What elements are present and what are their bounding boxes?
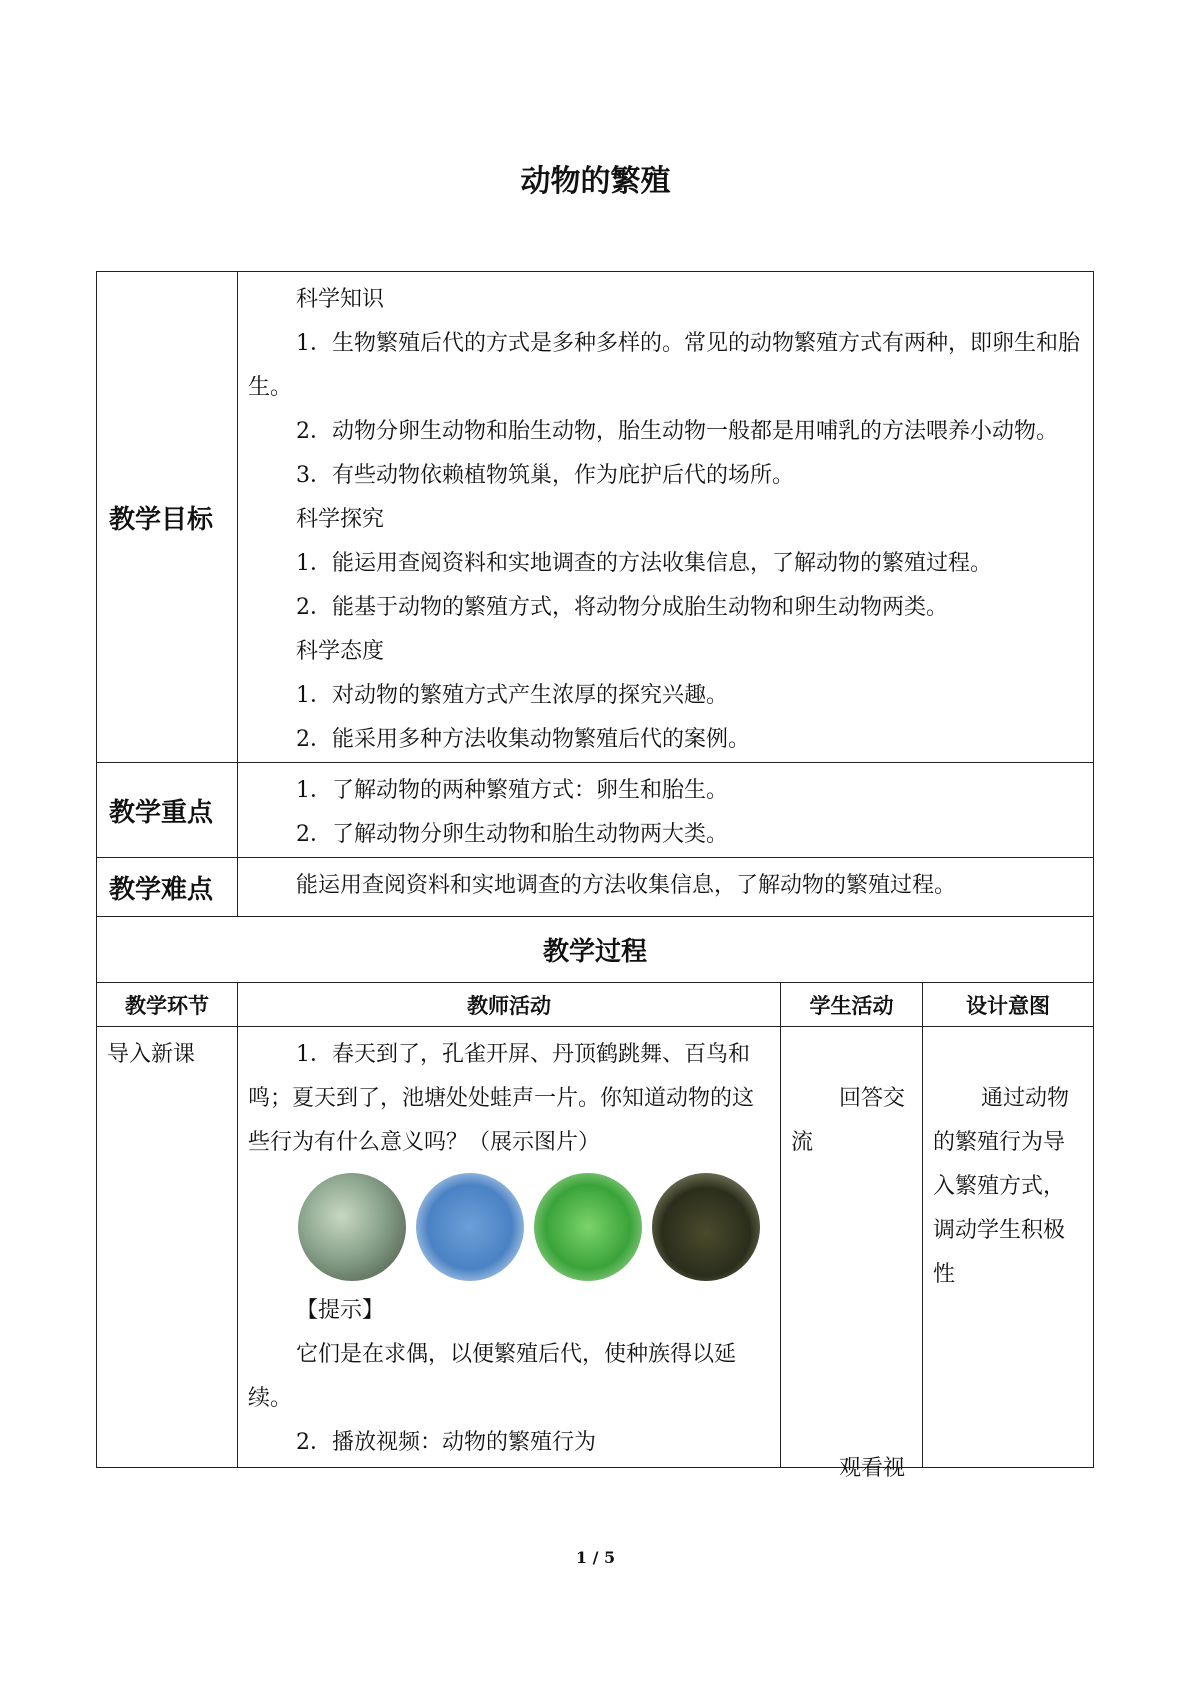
hint-text: 它们是在求偶，以便繁殖后代，使种族得以延续。 xyxy=(248,1342,737,1411)
objective-line: 1．对动物的繁殖方式产生浓厚的探究兴趣。 xyxy=(296,683,728,708)
header-stage: 教学环节 xyxy=(97,983,238,1026)
objective-line: 2．能采用多种方法收集动物繁殖后代的案例。 xyxy=(296,727,750,752)
intent-text: 通过动物的繁殖行为导入繁殖方式，调动学生积极性 xyxy=(933,1086,1070,1287)
key-points-label: 教学重点 xyxy=(97,763,238,857)
key-points-row xyxy=(97,763,1093,858)
difficulty-row xyxy=(97,858,1093,917)
teacher-cell xyxy=(238,1027,781,1467)
header-teacher: 教师活动 xyxy=(238,983,781,1026)
difficulty-label: 教学难点 xyxy=(97,858,238,916)
page-title: 动物的繁殖 xyxy=(520,164,671,199)
process-title: 教学过程 xyxy=(97,917,1093,983)
objective-line: 1．生物繁殖后代的方式是多种多样的。常见的动物繁殖方式有两种，即卵生和胎生。 xyxy=(248,331,1080,400)
lesson-plan-table xyxy=(96,271,1094,1481)
objective-line: 科学知识 xyxy=(296,287,385,312)
objectives-row xyxy=(97,272,1093,763)
student-cell xyxy=(781,1027,923,1481)
objective-line: 1．能运用查阅资料和实地调查的方法收集信息，了解动物的繁殖过程。 xyxy=(296,551,992,576)
hint-label: 【提示】 xyxy=(296,1298,385,1323)
key-point-line: 1．了解动物的两种繁殖方式：卵生和胎生。 xyxy=(296,778,728,803)
objectives-content xyxy=(238,272,1093,762)
objective-line: 科学探究 xyxy=(296,507,385,532)
frog-image xyxy=(652,1173,760,1281)
header-student: 学生活动 xyxy=(781,983,923,1026)
process-row-intro xyxy=(97,1027,1093,1481)
objective-line: 科学态度 xyxy=(296,639,385,664)
difficulty-content xyxy=(238,858,1093,916)
process-header-row xyxy=(97,983,1093,1027)
objective-line: 3．有些动物依赖植物筑巢，作为庇护后代的场所。 xyxy=(296,463,794,488)
student-answer: 回答交流 xyxy=(791,1086,906,1155)
peacock-image xyxy=(298,1173,406,1281)
stage-cell: 导入新课 xyxy=(97,1027,238,1467)
page-number: 1 / 5 xyxy=(575,1548,616,1567)
teacher-paragraph-2: 2．播放视频：动物的繁殖行为 xyxy=(296,1430,596,1455)
difficulty-line: 能运用查阅资料和实地调查的方法收集信息，了解动物的繁殖过程。 xyxy=(296,873,957,898)
birds-image xyxy=(534,1173,642,1281)
header-intent: 设计意图 xyxy=(966,993,1050,1018)
key-points-content xyxy=(238,763,1093,857)
student-watch: 观看视 xyxy=(839,1456,906,1481)
teacher-paragraph-1: 1．春天到了，孔雀开屏、丹顶鹤跳舞、百鸟和鸣；夏天到了，池塘处处蛙声一片。你知道动物的这些行为有什么意义吗？（展示图片） xyxy=(248,1042,755,1155)
objective-line: 2．能基于动物的繁殖方式，将动物分成胎生动物和卵生动物两类。 xyxy=(296,595,948,620)
intent-cell xyxy=(923,1027,1093,1467)
key-point-line: 2．了解动物分卵生动物和胎生动物两大类。 xyxy=(296,822,728,847)
crane-image xyxy=(416,1173,524,1281)
animal-photos xyxy=(248,1165,770,1289)
objective-line: 2．动物分卵生动物和胎生动物，胎生动物一般都是用哺乳的方法喂养小动物。 xyxy=(296,419,1058,444)
objectives-label: 教学目标 xyxy=(97,272,238,762)
